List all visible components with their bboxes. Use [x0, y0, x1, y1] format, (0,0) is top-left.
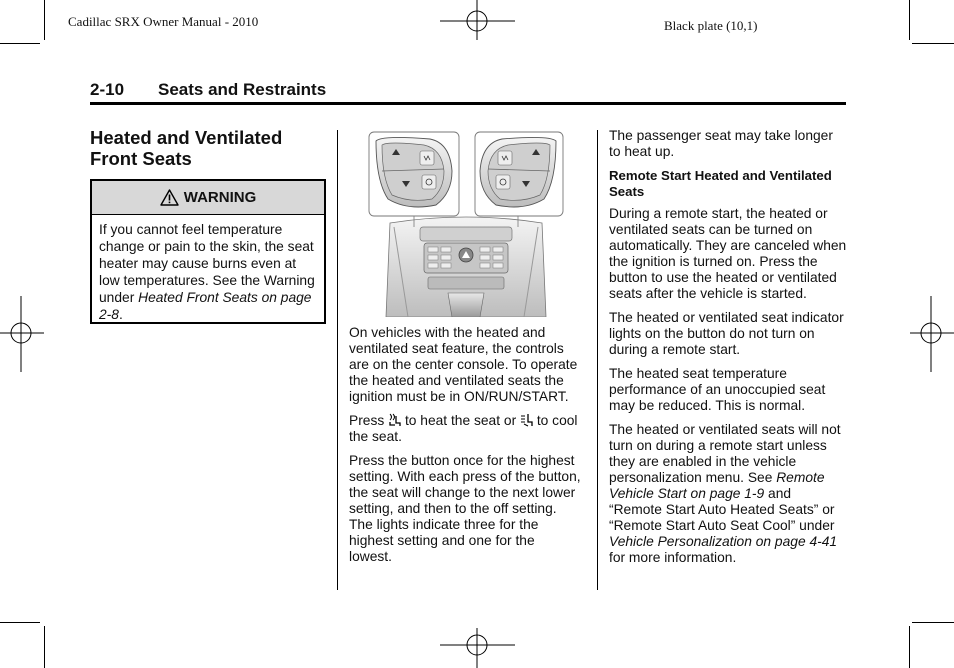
- page-title: Heated and Ventilated Front Seats: [90, 127, 283, 169]
- paragraph: The heated seat temperature performance of an unoccupied seat may be reduced. This is normal.: [609, 366, 826, 413]
- crop-mark: [44, 0, 45, 40]
- paragraph: On vehicles with the heated and ventilated seat feature, the controls are on the center console. To operate the heated and ventilated seats the ignition must be in ON/RUN/START.: [349, 325, 578, 404]
- console-controls-illustration: [368, 131, 564, 317]
- warning-triangle-icon: [160, 189, 179, 206]
- subheading: Remote Start Heated and Ventilated Seats: [609, 168, 832, 199]
- ventilated-seat-icon: [520, 413, 533, 427]
- column-divider: [337, 130, 338, 590]
- section-title: Seats and Restraints: [158, 80, 327, 99]
- cross-reference: Remote Vehicle Start on page 1-9: [609, 470, 825, 501]
- registration-mark-icon: [440, 626, 515, 668]
- warning-reference: Heated Front Seats on page 2-8: [99, 290, 312, 322]
- warning-header: [92, 181, 324, 215]
- warning-box: [90, 179, 326, 324]
- section-rule: [90, 102, 846, 105]
- paragraph: Press to heat the seat or to cool the seat.: [349, 413, 578, 444]
- crop-mark: [912, 622, 954, 623]
- crop-mark: [0, 622, 40, 623]
- column-divider: [597, 130, 598, 590]
- column-3-text: [609, 128, 847, 566]
- paragraph: The heated or ventilated seats will not turn on during a remote start unless they are enabled in the vehicle personalization menu. See Remote Vehicle Start on page 1-9 and “Remote Start Auto Heated Seats” or “Remote Start Auto Seat Cool” under Vehicle Personalization on page 4-41 for more information.: [609, 422, 841, 565]
- heated-seat-icon: [388, 413, 401, 427]
- warning-text: If you cannot feel temperature change or pain to the skin, the seat heater may cause burns even at low temperatures. See the Warning under Heated Front Seats on page 2-8.: [99, 222, 315, 322]
- paragraph: Press the button once for the highest setting. With each press of the button, the seat will change to the next lower setting, and then to the off setting. The lights indicate three for the highest setting and one for the lowest.: [349, 453, 581, 564]
- warning-label: WARNING: [183, 189, 257, 206]
- crop-mark: [44, 626, 45, 668]
- registration-mark-icon: [440, 0, 515, 44]
- paragraph: During a remote start, the heated or ventilated seats can be turned on automatically. They are canceled when the ignition is turned on. Press the button to use the heated or ventilated seats after the vehicle is started.: [609, 206, 847, 301]
- section-header: [90, 80, 846, 100]
- crop-mark: [909, 626, 910, 668]
- cross-reference: Vehicle Personalization on page 4-41: [609, 534, 838, 549]
- paragraph: The heated or ventilated seat indicator lights on the button do not turn on during a remote start.: [609, 310, 844, 357]
- section-number: 2-10: [90, 80, 125, 99]
- paragraph: The passenger seat may take longer to heat up.: [609, 128, 833, 159]
- registration-mark-icon: [910, 296, 954, 372]
- plate-header-right: Black plate (10,1): [664, 18, 758, 33]
- crop-mark: [909, 0, 910, 40]
- crop-mark: [0, 43, 40, 44]
- column-2-text: [349, 325, 581, 565]
- plate-header-left: Cadillac SRX Owner Manual - 2010: [68, 14, 259, 29]
- crop-mark: [912, 43, 954, 44]
- registration-mark-icon: [0, 296, 44, 372]
